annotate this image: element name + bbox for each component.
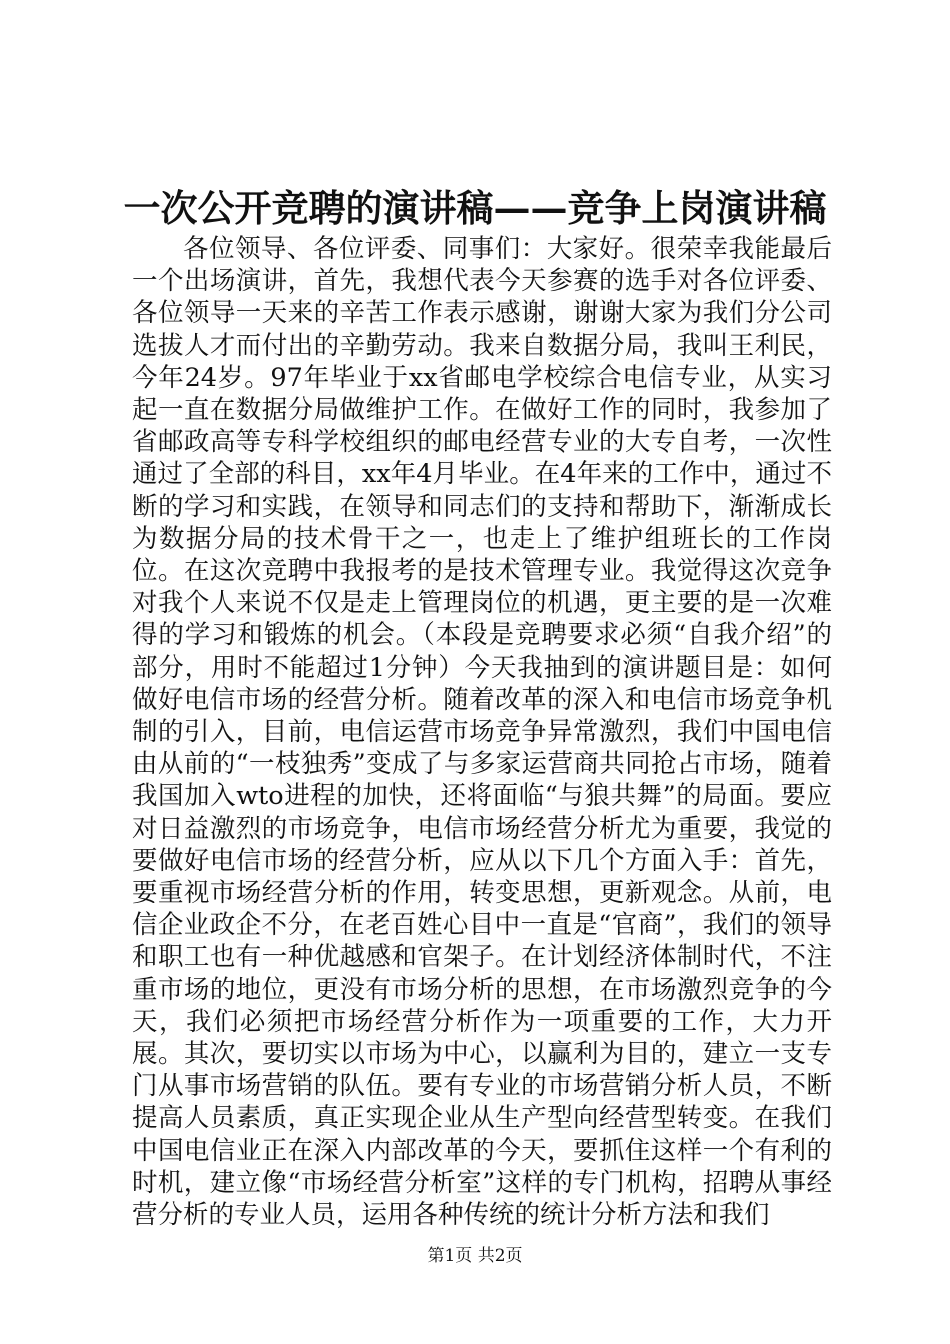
body-paragraph: 各位领导、各位评委、同事们：大家好。很荣幸我能最后一个出场演讲，首先，我想代表今天参赛的选手对各位评委、各位领导一天来的辛苦工作表示感谢，谢谢大家为我们分公司选拔人才而付出的辛勤劳动。我来自数据分局，我叫王利民，今年24岁。97年毕业于xx省邮电学校综合电信专业，从实习起一直在数据分局做维护工作。在做好工作的同时，我参加了省邮政高等专科学校组织的邮电经营专业的大专自考，一次性通过了全部的科目，xx年4月毕业。在4年来的工作中，通过不断的学习和实践，在领导和同志们的支持和帮助下，渐渐成长为数据分局的技术骨干之一，也走上了维护组班长的工作岗位。在这次竞聘中我报考的是技术管理专业。我觉得这次竞争对我个人来说不仅是走上管理岗位的机遇，更主要的是一次难得的学习和锻炼的机会。（本段是竞聘要求必须“自我介绍”的部分，用时不能超过1分钟）今天我抽到的演讲题目是：如何做好电信市场的经营分析。随着改革的深入和电信市场竞争机制的引入，目前，电信运营市场竞争异常激烈，我们中国电信由从前的“一枝独秀”变成了与多家运营商共同抢占市场，随着我国加入wto进程的加快，还将面临“与狼共舞”的局面。要应对日益激烈的市场竞争，电信市场经营分析尤为重要，我觉的要做好电信市场的经营分析，应从以下几个方面入手：首先，要重视市场经营分析的作用，转变思想，更新观念。从前，电信企业政企不分，在老百姓心目中一直是“官商”，我们的领导和职工也有一种优越感和官架子。在计划经济体制时代，不注重市场的地位，更没有市场分析的思想，在市场激烈竞争的今天，我们必须把市场经营分析作为一项重要的工作，大力开展。其次，要切实以市场为中心，以赢利为目的，建立一支专门从事市场营销的队伍。要有专业的市场营销分析人员，不断提高人员素质，真正实现企业从生产型向经营型转变。在我们中国电信业正在深入内部改革的今天，要抓住这样一个有利的时机，建立像“市场经营分析室”这样的专门机构，招聘从事经营分析的专业人员，运用各种传统的统计分析方法和我们 bbox=[132, 234, 832, 1231]
page-footer: 第1页 共2页 bbox=[427, 1246, 523, 1266]
document-title: 一次公开竞聘的演讲稿——竞争上岗演讲稿 bbox=[123, 186, 827, 230]
